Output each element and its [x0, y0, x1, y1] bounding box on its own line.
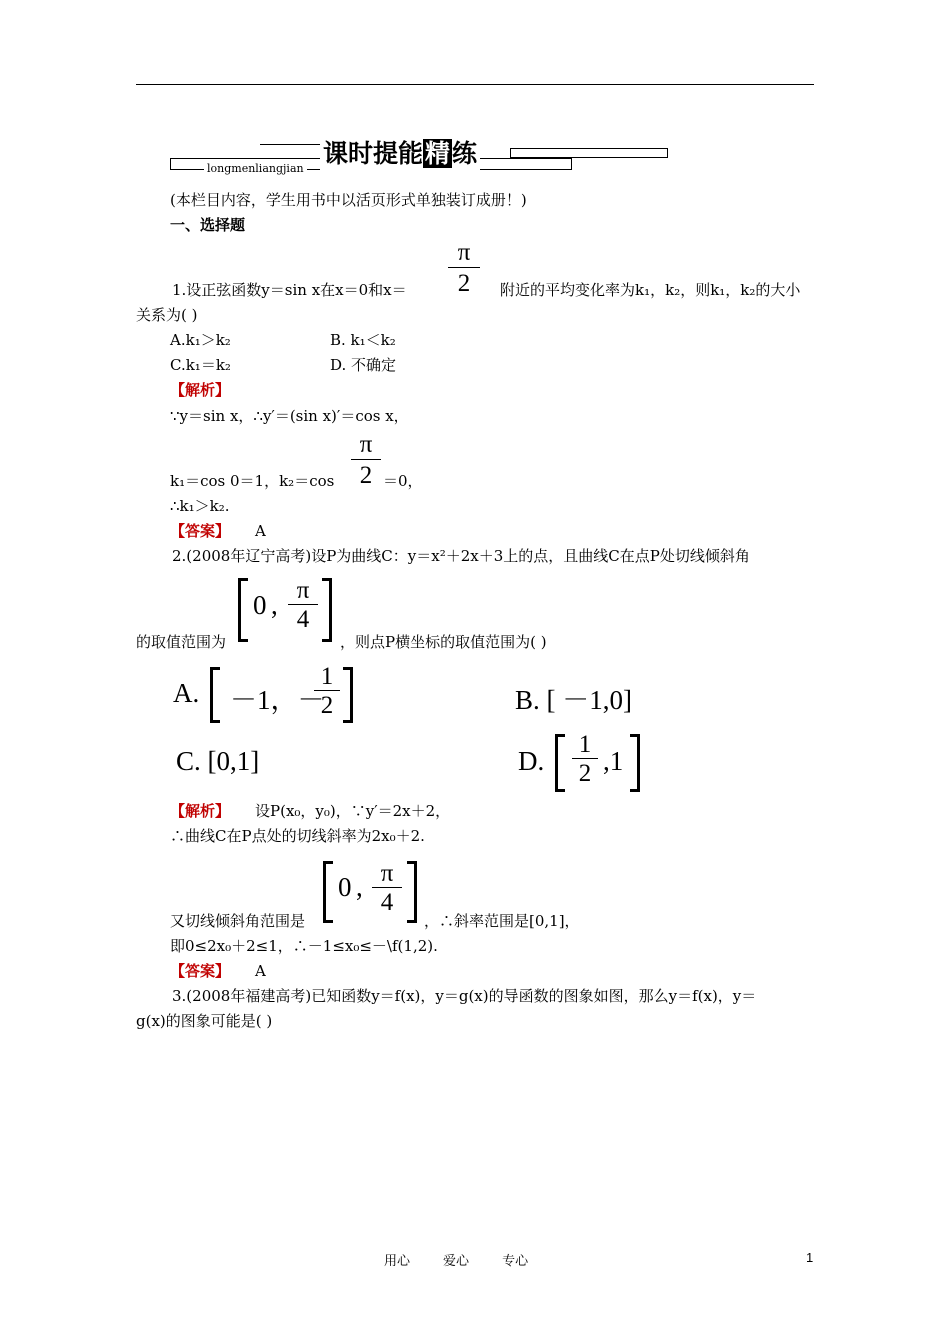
q1-text-pre: 1.设正弦函数y＝sin x在x＝0和x＝ — [172, 281, 407, 299]
q2-sol-bracket-right — [407, 861, 417, 923]
q1-option-a: A.k₁＞k₂ — [170, 331, 231, 349]
q1-solution-2a: k₁＝cos 0＝1，k₂＝cos — [170, 472, 335, 490]
q2-answer-label: 【答案】 — [170, 962, 231, 980]
q2-solution-4: 即0≤2x₀＋2≤1，∴－1≤x₀≤－\f(1,2). — [170, 937, 438, 955]
top-rule — [136, 84, 814, 85]
q2-text-line1: 2.(2008年辽宁高考)设P为曲线C：y＝x²＋2x＋3上的点，且曲线C在点P处切线倾斜角 — [172, 547, 750, 565]
frac-den: 2 — [359, 462, 373, 489]
q2-option-d-frac — [572, 732, 598, 786]
q2-solution-2: ∴曲线C在P点处的切线斜率为2x₀＋2. — [170, 827, 425, 845]
q1-solution-1: ∵y＝sin x，∴y′＝(sin x)′＝cos x， — [170, 407, 409, 425]
q1-option-d: D. 不确定 — [330, 356, 397, 374]
q1-option-c: C.k₁＝k₂ — [170, 356, 231, 374]
q2-sol-bracket-zero: 0 — [338, 872, 352, 902]
section-heading: 一、选择题 — [170, 216, 246, 234]
banner-title-c: 练 — [452, 139, 478, 168]
q2-option-a-bracket-right — [343, 667, 353, 723]
q2-bracket-left — [238, 578, 248, 642]
frac-den: 4 — [296, 606, 310, 633]
q2-option-a-mid: －1，－ — [230, 685, 325, 715]
footer-motto: 用心 爱心 专心 — [384, 1254, 529, 1269]
q1-sol-frac-pi-over-2 — [351, 432, 381, 488]
q1-analysis-label: 【解析】 — [170, 381, 231, 399]
banner — [170, 132, 670, 175]
frac-num: π — [359, 431, 373, 458]
q2-solution-3-pre: 又切线倾斜角范围是 — [170, 912, 306, 930]
banner-title-a: 课时提能 — [323, 139, 424, 168]
q2-option-a-bracket-left — [210, 667, 220, 723]
q2-bracket-zero: 0 — [253, 590, 267, 620]
q2-bracket-right — [322, 578, 332, 642]
q1-solution-3: ∴k₁＞k₂. — [170, 497, 230, 515]
q2-option-d-label: D. — [518, 746, 545, 776]
banner-subtitle: longmenliangjian — [204, 162, 307, 175]
q2-sol-frac-pi-over-4 — [372, 861, 402, 915]
q1-frac-pi-over-2 — [448, 240, 480, 296]
frac-den: 2 — [578, 760, 592, 787]
q1-answer-label: 【答案】 — [170, 522, 231, 540]
q2-option-d-bracket-left — [555, 734, 565, 792]
frac-bar — [448, 267, 480, 268]
q1-solution-2b: ＝0， — [383, 472, 423, 490]
q2-option-a-frac — [314, 664, 340, 718]
frac-den: 2 — [320, 692, 334, 719]
frac-num: π — [296, 577, 310, 604]
frac-bar — [351, 459, 381, 460]
q2-option-d-tail: ,1 — [603, 746, 624, 776]
q1-option-b: B. k₁＜k₂ — [330, 331, 396, 349]
q2-text-post: ，则点P横坐标的取值范围为( ) — [340, 633, 547, 651]
q2-bracket-comma: , — [271, 590, 278, 620]
banner-line-upper — [260, 144, 320, 145]
note: (本栏目内容，学生用书中以活页形式单独装订成册！) — [170, 191, 527, 209]
frac-num: π — [457, 239, 471, 266]
banner-title — [320, 134, 480, 170]
q2-frac-pi-over-4 — [288, 578, 318, 632]
q2-option-c: C. [0,1] — [176, 746, 260, 776]
banner-title-b: 精 — [425, 139, 451, 168]
frac-num: 1 — [578, 731, 592, 758]
q2-answer: A — [255, 962, 266, 980]
q1-answer: A — [255, 522, 266, 540]
q1-text-post: 附近的平均变化率为k₁，k₂，则k₁，k₂的大小 — [500, 281, 801, 299]
frac-den: 2 — [457, 270, 471, 297]
frac-bar — [314, 690, 340, 691]
q3-text-line2: g(x)的图象可能是( ) — [136, 1012, 273, 1030]
frac-bar — [372, 887, 402, 888]
q2-sol-bracket-comma: , — [356, 872, 363, 902]
frac-bar — [288, 604, 318, 605]
q2-option-d-bracket-right — [630, 734, 640, 792]
frac-num: π — [380, 860, 394, 887]
frac-bar — [572, 758, 598, 759]
banner-box-right — [510, 148, 668, 158]
q2-analysis-label: 【解析】 — [170, 802, 231, 820]
q2-solution-3-post: ，∴斜率范围是[0,1]， — [424, 912, 580, 930]
q2-text-pre: 的取值范围为 — [136, 633, 227, 651]
q1-text-line2: 关系为( ) — [136, 306, 198, 324]
frac-num: 1 — [320, 663, 334, 690]
q2-solution-1: 设P(x₀，y₀)，∵y′＝2x＋2， — [255, 802, 451, 820]
q2-option-b: B. [ －1,0] — [515, 685, 632, 715]
q2-option-a-label: A. — [173, 678, 200, 708]
page-number: 1 — [806, 1250, 814, 1265]
q2-sol-bracket-left — [323, 861, 333, 923]
q3-text-line1: 3.(2008年福建高考)已知函数y＝f(x)，y＝g(x)的导函数的图象如图，那么y＝f(x)，y＝ — [172, 987, 757, 1005]
frac-den: 4 — [380, 889, 394, 916]
